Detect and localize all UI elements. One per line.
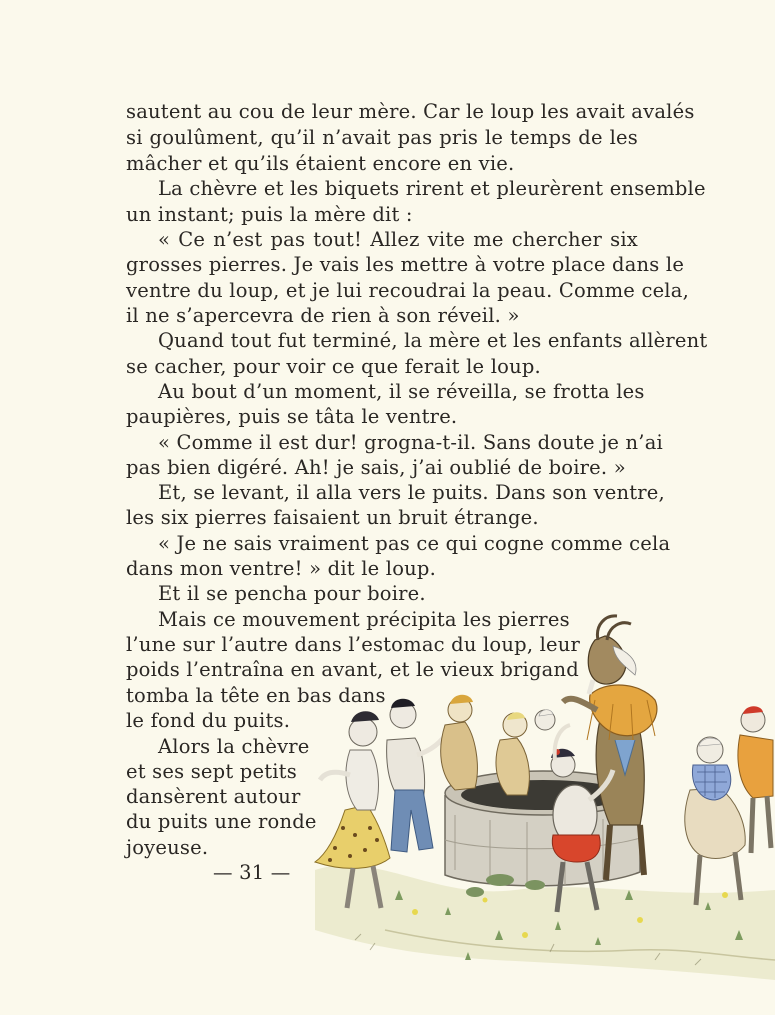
text-line: poids l’entraîna en avant, et le vieux brigand: [126, 658, 579, 681]
illustration-goats-dancing-around-well: [295, 600, 775, 1000]
kid-blue-trousers: [387, 699, 449, 852]
text-line: joyeuse.: [126, 836, 209, 859]
text-line: dansèrent autour: [126, 785, 301, 808]
text-line: Alors la chèvre: [158, 735, 310, 758]
text-line: tomba la tête en bas dans: [126, 684, 386, 707]
text-line: se cacher, pour voir ce que ferait le loup.: [126, 355, 541, 378]
text-line: Mais ce mouvement précipita les pierres: [158, 608, 570, 631]
text-line: paupières, puis se tâta le ventre.: [126, 405, 458, 428]
text-line: du puits une ronde: [126, 810, 317, 833]
text-line: dans mon ventre! » dit le loup.: [126, 557, 436, 580]
text-line: « Ce n’est pas tout! Allez vite me chercher six: [158, 228, 638, 251]
text-line: Et, se levant, il alla vers le puits. Dans son ventre,: [158, 481, 665, 504]
text-line: sautent au cou de leur mère. Car le loup les avait avalés: [126, 100, 695, 123]
text-line: un instant; puis la mère dit :: [126, 203, 413, 226]
text-line: mâcher et qu’ils étaient encore en vie.: [126, 152, 515, 175]
text-line: Et il se pencha pour boire.: [158, 582, 426, 605]
text-line: La chèvre et les biquets rirent et pleurèrent ensemble: [158, 177, 706, 200]
page-number: — 31 —: [213, 861, 291, 884]
text-line: les six pierres faisaient un bruit étrange.: [126, 506, 539, 529]
text-line: « Je ne sais vraiment pas ce qui cogne comme cela: [158, 532, 671, 555]
text-line: grosses pierres. Je vais les mettre à votre place dans le: [126, 253, 685, 276]
text-line: l’une sur l’autre dans l’estomac du loup, leur: [126, 633, 581, 656]
kid-blue-check-scarf: [685, 737, 745, 905]
text-line: pas bien digéré. Ah! je sais, j’ai oublié de boire. »: [126, 456, 626, 479]
text-line: et ses sept petits: [126, 760, 297, 783]
text-line: il ne s’apercevra de rien à son réveil. »: [126, 304, 520, 327]
text-line: « Comme il est dur! grogna-t-il. Sans doute je n’ai: [158, 431, 663, 454]
text-line: le fond du puits.: [126, 709, 291, 732]
text-line: Au bout d’un moment, il se réveilla, se frotta les: [158, 380, 645, 403]
text-line: si goulûment, qu’il n’avait pas pris le temps de les: [126, 126, 638, 149]
text-line: Quand tout fut terminé, la mère et les enfants allèrent: [158, 329, 708, 352]
text-line: ventre du loup, et je lui recoudrai la peau. Comme cela,: [126, 279, 689, 302]
